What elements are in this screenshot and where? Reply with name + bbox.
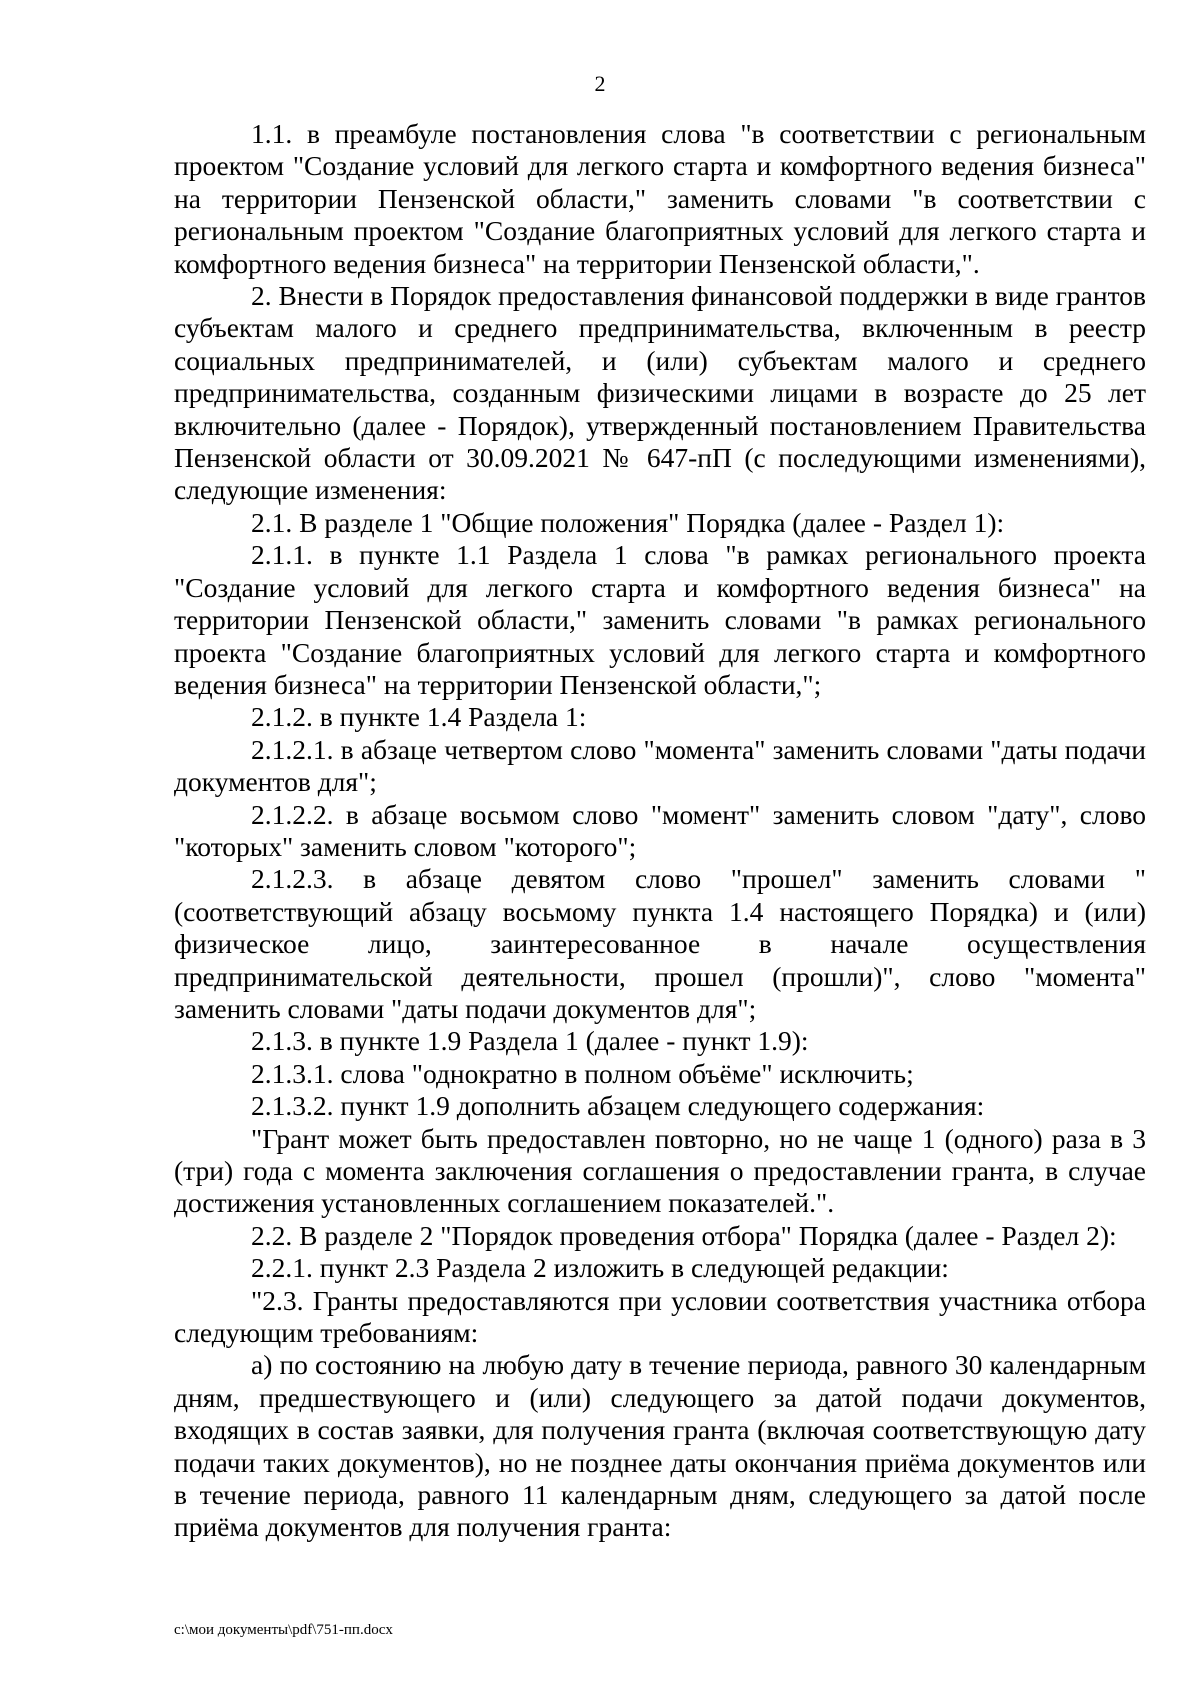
page-number: 2	[594, 71, 606, 96]
paragraph-2-1-2-1: 2.1.2.1. в абзаце четвертом слово "момента" заменить словами "даты подачи документов для";	[174, 733, 1146, 798]
paragraph-2-1-2: 2.1.2. в пункте 1.4 Раздела 1:	[251, 701, 587, 733]
paragraph-2-3-quote: "2.3. Гранты предоставляются при условии соответствия участника отбора следующим требованиям:	[174, 1284, 1146, 1349]
paragraph-item-a: а) по состоянию на любую дату в течение периода, равного 30 календарным дням, предшествующего и (или) следующего за датой подачи документов, входящих в состав заявки, для получения гранта (включая соответствующую дату подачи таких документов), но не позднее даты окончания приёма документов или в течение периода, равного 11 календарным дням, следующего за датой после приёма документов для получения гранта:	[174, 1349, 1146, 1543]
footer-file-path: c:\мои документы\pdf\751-пп.docx	[174, 1622, 393, 1638]
paragraph-2-1-2-2: 2.1.2.2. в абзаце восьмом слово "момент" заменить словом "дату", слово "которых" заменить словом "которого";	[174, 798, 1146, 862]
paragraph-2-1-3-2: 2.1.3.2. пункт 1.9 дополнить абзацем следующего содержания:	[251, 1090, 985, 1122]
paragraph-2-1-1: 2.1.1. в пункте 1.1 Раздела 1 слова "в рамках регионального проекта "Создание условий для легкого старта и комфортного ведения бизнеса" на территории Пензенской области," заменить словами "в рамках регионального проекта "Создание благоприятных условий для легкого старта и комфортного ведения бизнеса" на территории Пензенской области,";	[174, 539, 1146, 700]
paragraph-2-2: 2.2. В разделе 2 "Порядок проведения отбора" Порядка (далее - Раздел 2):	[251, 1219, 1117, 1251]
paragraph-2-1-3-1: 2.1.3.1. слова "однократно в полном объёме" исключить;	[251, 1057, 914, 1089]
paragraph-grant-quote: "Грант может быть предоставлен повторно, но не чаще 1 (одного) раза в 3 (три) года с момента заключения соглашения о предоставлении гранта, в случае достижения установленных соглашением показателей.".	[174, 1122, 1146, 1219]
document-body	[174, 118, 1146, 1544]
paragraph-2-1-2-3: 2.1.2.3. в абзаце девятом слово "прошел" заменить словами "(соответствующий абзацу восьмому пункта 1.4 настоящего Порядка) и (или) физическое лицо, заинтересованное в начале осуществления предпринимательской деятельности, прошел (прошли)", слово "момента" заменить словами "даты подачи документов для";	[174, 863, 1146, 1024]
paragraph-2-2-1: 2.2.1. пункт 2.3 Раздела 2 изложить в следующей редакции:	[251, 1252, 949, 1284]
paragraph-2-1-3: 2.1.3. в пункте 1.9 Раздела 1 (далее - пункт 1.9):	[251, 1025, 809, 1057]
paragraph-2-1: 2.1. В разделе 1 "Общие положения" Порядка (далее - Раздел 1):	[251, 506, 1005, 538]
paragraph-2-amend-order: 2. Внести в Порядок предоставления финансовой поддержки в виде грантов субъектам малого и среднего предпринимательства, включенным в реестр социальных предпринимателей, и (или) субъектам малого и среднего предпринимательства, созданным физическими лицами в возрасте до 25 лет включительно (далее - Порядок), утвержденный постановлением Правительства Пензенской области от 30.09.2021 № 647-пП (с последующими изменениями), следующие изменения:	[174, 280, 1146, 506]
paragraph-1-1-preamble: 1.1. в преамбуле постановления слова "в соответствии с региональным проектом "Создание условий для легкого старта и комфортного ведения бизнеса" на территории Пензенской области," заменить словами "в соответствии с региональным проектом "Создание благоприятных условий для легкого старта и комфортного ведения бизнеса" на территории Пензенской области,".	[174, 118, 1146, 279]
